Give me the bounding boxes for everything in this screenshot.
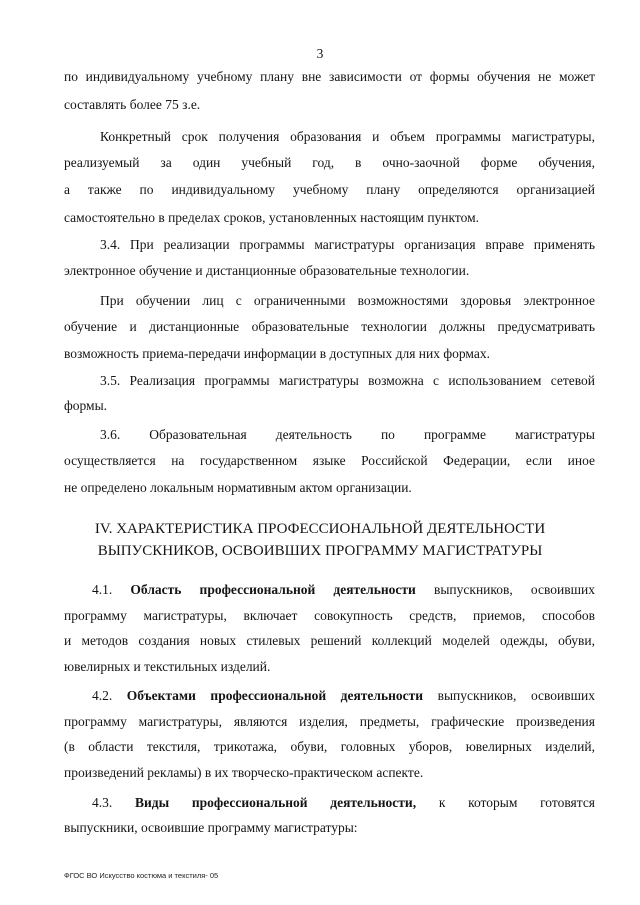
section-heading-line-2: ВЫПУСКНИКОВ, ОСВОИВШИХ ПРОГРАММУ МАГИСТРАТУРЫ	[97, 543, 543, 559]
text-line: составлять более 75 з.е.	[64, 97, 201, 112]
text-line: не определено локальным нормативным актом организации.	[64, 480, 412, 495]
text-line: и методов создания новых стилевых решений коллекций моделей одежды, обуви,	[64, 633, 595, 648]
text-line: При обучении лиц с ограниченными возможностями здоровья электронное	[100, 293, 595, 308]
text-line: программу магистратуры, являются изделия, предметы, графические произведения	[64, 714, 595, 729]
text-line: 3.5. Реализация программы магистратуры возможна с использованием сетевой	[100, 373, 595, 388]
text-line: осуществляется на государственном языке Российской Федерации, если иное	[64, 453, 595, 468]
text-line: программу магистратуры, включает совокупность средств, приемов, способов	[64, 608, 595, 623]
section-heading-line-1: IV. ХАРАКТЕРИСТИКА ПРОФЕССИОНАЛЬНОЙ ДЕЯТЕЛЬНОСТИ	[94, 521, 546, 537]
text-line: а также по индивидуальному учебному плану определяются организацией	[64, 182, 595, 197]
text-line: ювелирных и текстильных изделий.	[64, 659, 271, 674]
page-number: 3	[316, 46, 324, 61]
text-line: формы.	[64, 398, 108, 413]
paragraph-4-2-line-1: 4.2. Объектами профессиональной деятельности выпускников, освоивших	[92, 688, 596, 703]
text-line: самостоятельно в пределах сроков, установленных настоящим пунктом.	[64, 210, 480, 225]
text-line: Конкретный срок получения образования и объем программы магистратуры,	[100, 129, 595, 144]
footer-text: ФГОС ВО Искусство костюма и текстиля- 05	[64, 871, 219, 880]
paragraph-4-1-line-1: 4.1. Область профессиональной деятельности выпускников, освоивших	[92, 582, 596, 597]
text-line: выпускники, освоившие программу магистратуры:	[64, 820, 358, 835]
text-line: обучение и дистанционные образовательные технологии должны предусматривать	[64, 319, 595, 334]
text-line: электронное обучение и дистанционные образовательные технологии.	[64, 263, 470, 278]
text-line: 3.6. Образовательная деятельность по программе магистратуры	[100, 427, 595, 442]
text-line: (в области текстиля, трикотажа, обуви, головных уборов, ювелирных изделий,	[64, 739, 595, 754]
text-line: реализуемый за один учебный год, в очно-заочной форме обучения,	[64, 155, 595, 170]
text-line: по индивидуальному учебному плану вне зависимости от формы обучения не может	[64, 69, 595, 84]
paragraph-4-3-line-1: 4.3. Виды профессиональной деятельности, к которым готовятся	[92, 795, 596, 810]
text-line: произведений рекламы) в их творческо-практическом аспекте.	[64, 765, 424, 780]
text-line: 3.4. При реализации программы магистратуры организация вправе применять	[100, 237, 595, 252]
text-line: возможность приема-передачи информации в доступных для них формах.	[64, 346, 490, 361]
